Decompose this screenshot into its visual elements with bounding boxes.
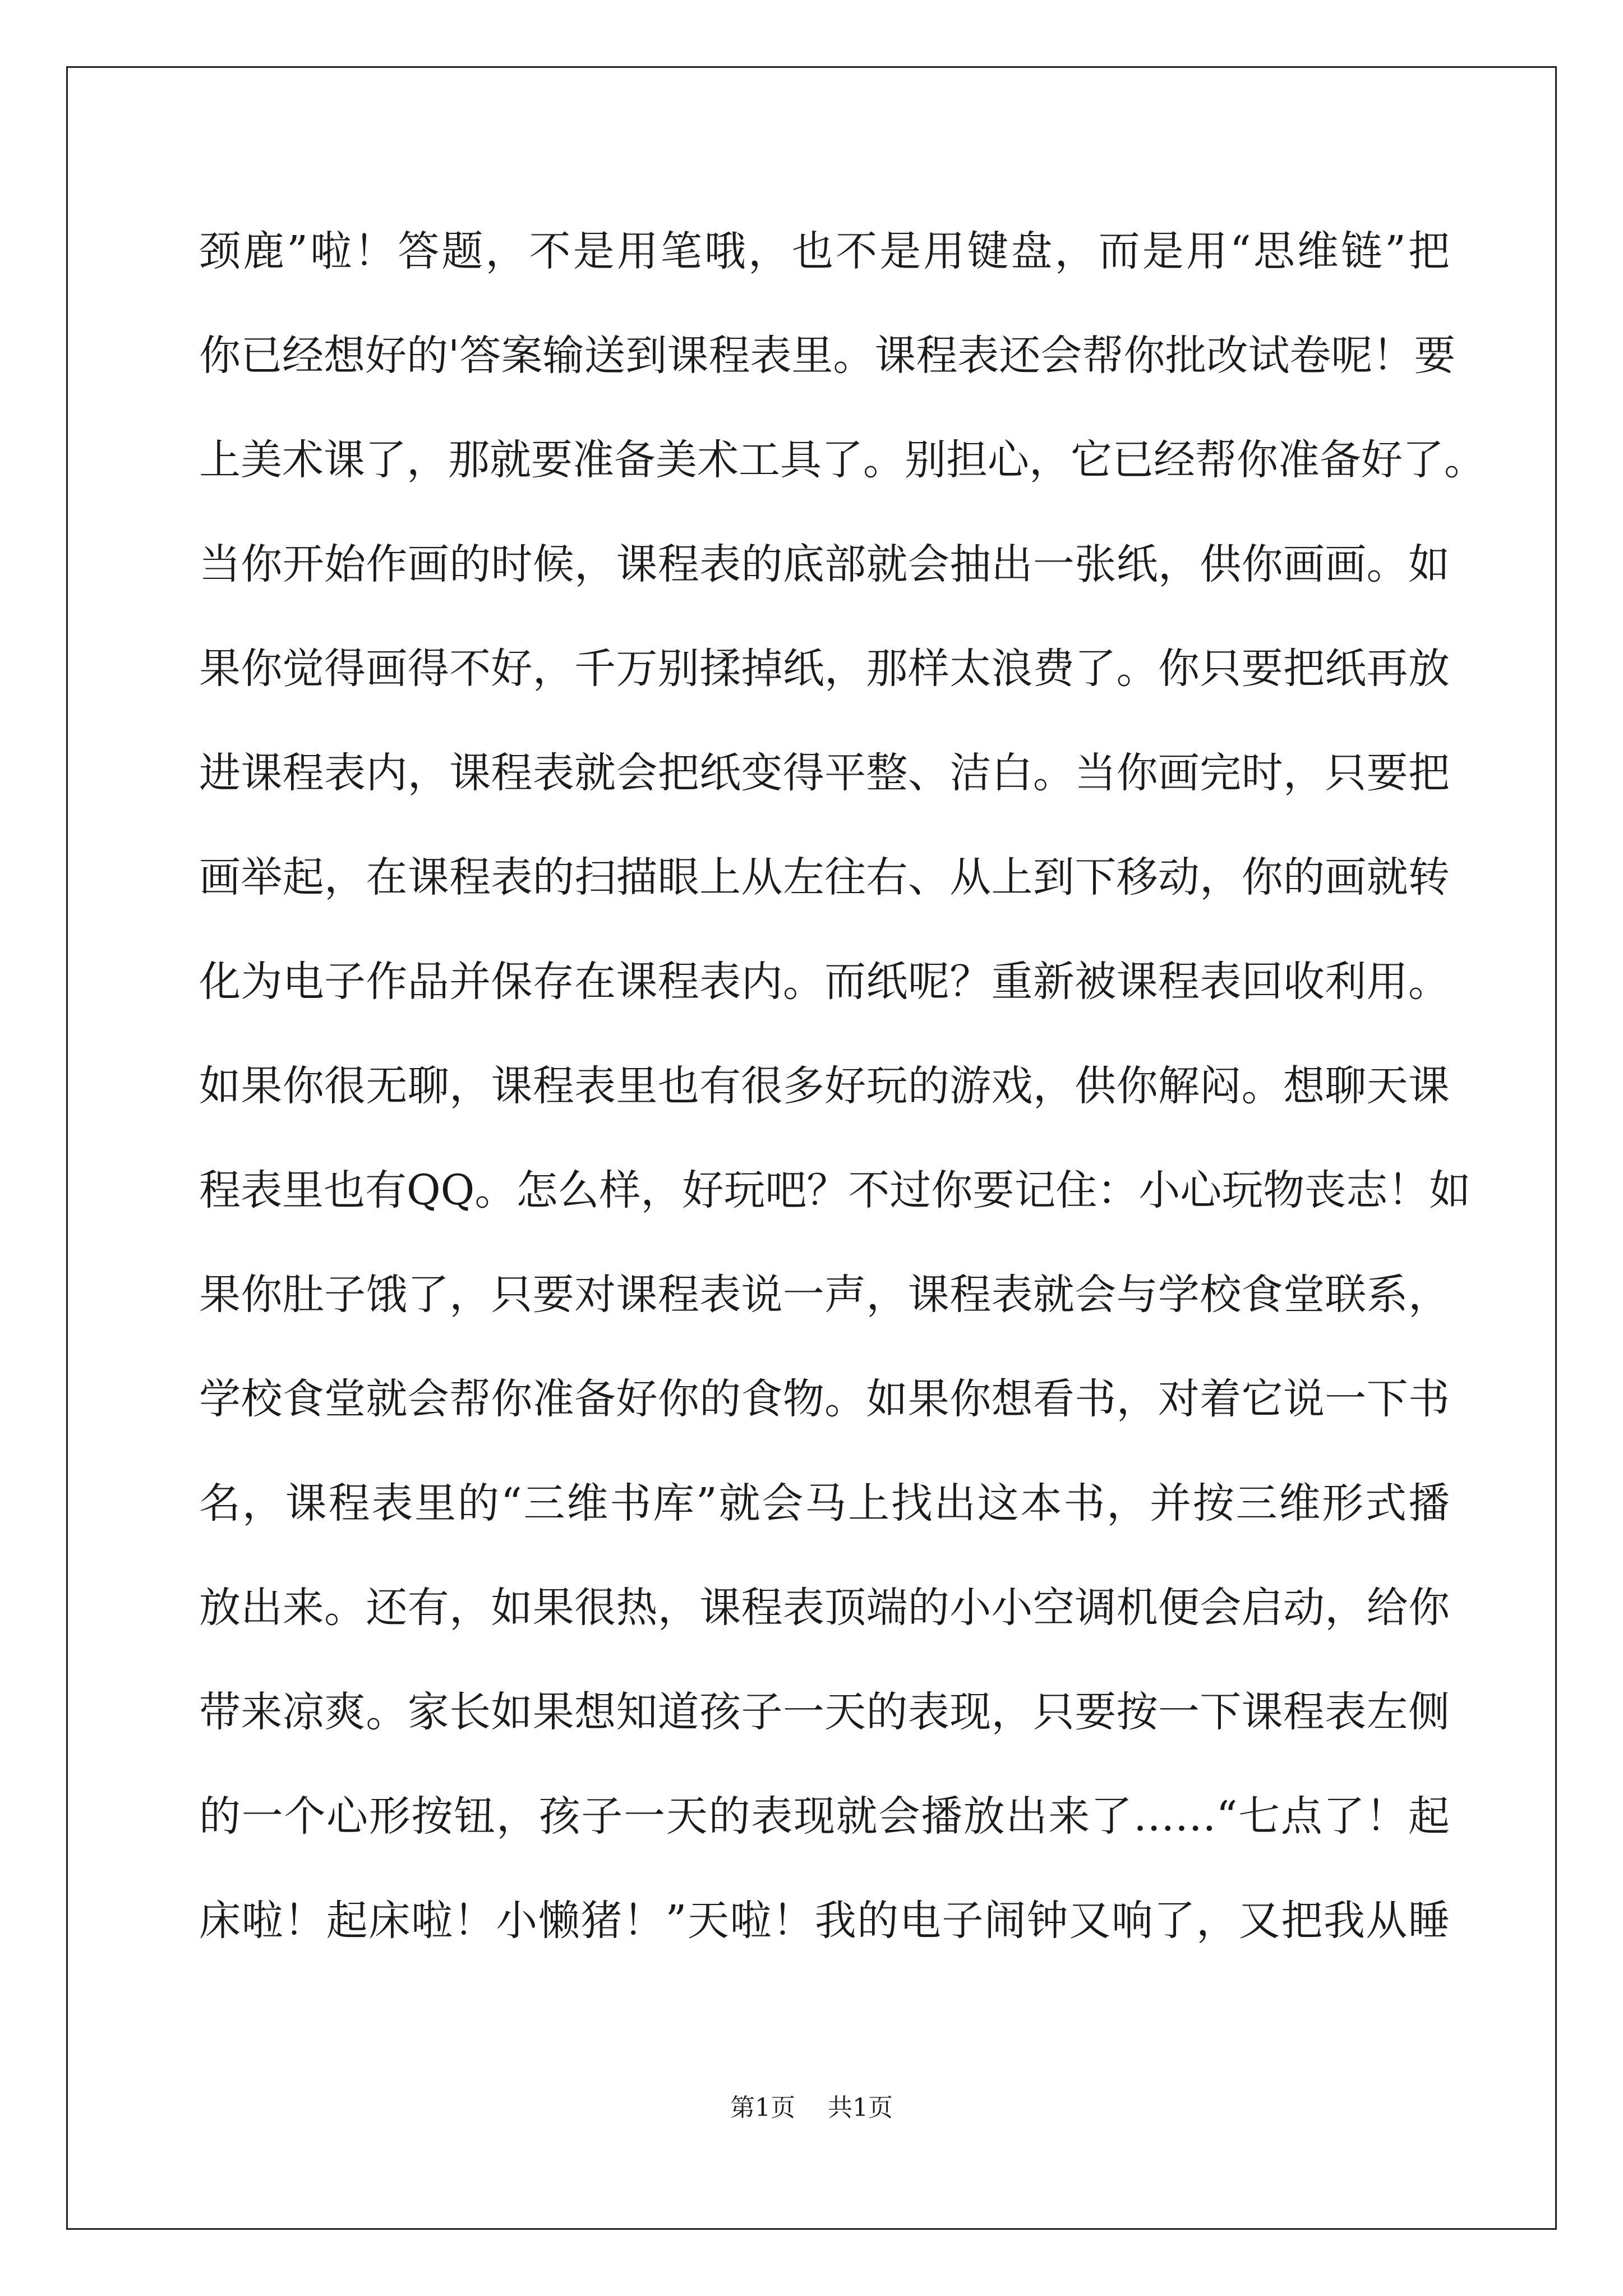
text-line: 上美术课了，那就要准备美术工具了。别担心，它已经帮你准备好了。 (199, 436, 1486, 484)
text-line: 放出来。还有，如果很热，课程表顶端的小小空调机便会启动，给你 (199, 1584, 1450, 1632)
text-line: 程表里也有QQ。怎么样，好玩吧？不过你要记住：小心玩物丧志！如 (199, 1166, 1471, 1214)
text-line: 画举起，在课程表的扫描眼上从左往右、从上到下移动，你的画就转 (199, 853, 1450, 901)
page-number: 第1页 (730, 2093, 795, 2122)
text-line: 床啦！起床啦！小懒猪！”天啦！我的电子闹钟又响了，又把我从睡 (199, 1897, 1450, 1945)
text-line: 进课程表内，课程表就会把纸变得平整、洁白。当你画完时，只要把 (199, 749, 1450, 797)
page-total: 共1页 (828, 2093, 893, 2122)
text-line: 如果你很无聊，课程表里也有很多好玩的游戏，供你解闷。想聊天课 (199, 1062, 1450, 1110)
text-line: 果你觉得画得不好，千万别揉掉纸，那样太浪费了。你只要把纸再放 (199, 645, 1450, 693)
page-footer (0, 2091, 1623, 2125)
text-line: 颈鹿”啦！答题，不是用笔哦，也不是用键盘，而是用“思维链”把 (199, 227, 1450, 275)
text-line: 当你开始作画的时候，课程表的底部就会抽出一张纸，供你画画。如 (199, 540, 1450, 588)
text-line: 带来凉爽。家长如果想知道孩子一天的表现，只要按一下课程表左侧 (199, 1688, 1450, 1736)
text-line: 果你肚子饿了，只要对课程表说一声，课程表就会与学校食堂联系， (199, 1271, 1450, 1319)
text-line: 你已经想好的'答案输送到课程表里。课程表还会帮你批改试卷呢！要 (199, 332, 1456, 380)
text-line: 名，课程表里的“三维书库”就会马上找出这本书，并按三维形式播 (199, 1479, 1450, 1527)
text-line: 学校食堂就会帮你准备好你的食物。如果你想看书，对着它说一下书 (199, 1375, 1450, 1423)
text-line: 的一个心形按钮，孩子一天的表现就会播放出来了……“七点了！起 (199, 1792, 1450, 1841)
text-line: 化为电子作品并保存在课程表内。而纸呢？重新被课程表回收利用。 (199, 958, 1450, 1006)
body-text (199, 218, 1486, 1991)
